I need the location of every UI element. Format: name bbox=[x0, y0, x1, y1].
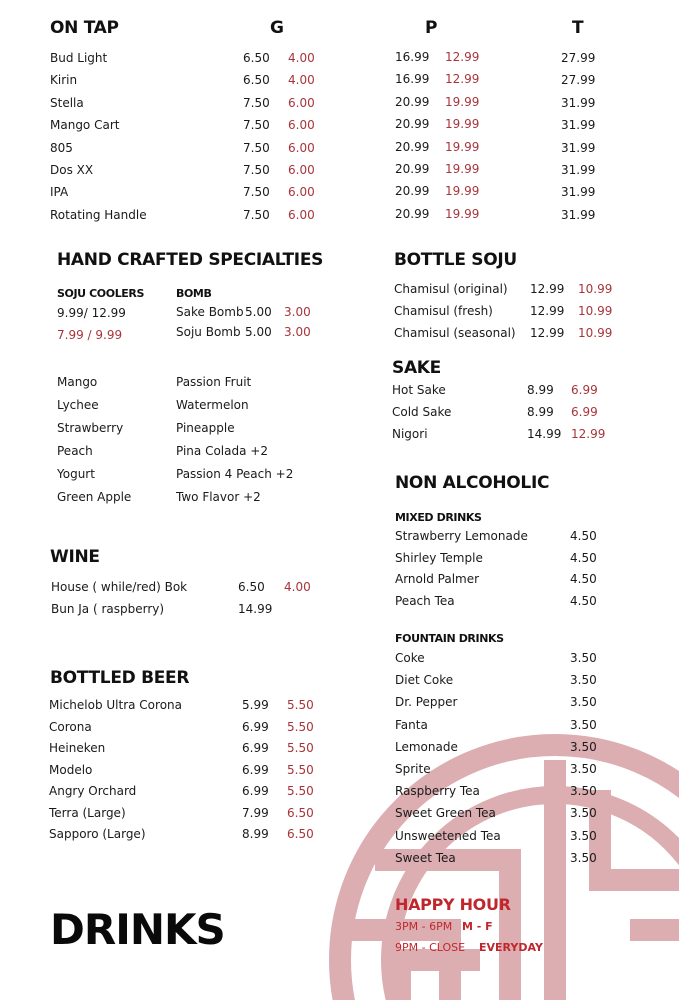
mixed-drink-name: Strawberry Lemonade bbox=[395, 529, 528, 543]
bomb-item-happy-hour-price: 3.00 bbox=[284, 305, 311, 319]
bottled-beer-item-name: Michelob Ultra Corona bbox=[49, 698, 182, 712]
bottled-beer-item-name: Angry Orchard bbox=[49, 784, 137, 798]
sake-heading: SAKE bbox=[392, 358, 441, 378]
bottled-beer-item-name: Sapporo (Large) bbox=[49, 827, 146, 841]
bottled-beer-item-price: 6.99 bbox=[242, 784, 269, 798]
bottled-beer-item-price: 6.99 bbox=[242, 741, 269, 755]
on-tap-glass-happy-hour-price: 6.00 bbox=[288, 163, 315, 177]
flavor-item: Passion Fruit bbox=[176, 375, 252, 389]
on-tap-pitcher-price: 20.99 bbox=[395, 206, 430, 221]
on-tap-pitcher-happy-hour-price: 12.99 bbox=[445, 50, 480, 64]
bottle-soju-item-name: Chamisul (seasonal) bbox=[394, 326, 516, 340]
on-tap-tower-price: 31.99 bbox=[561, 163, 596, 177]
on-tap-pitcher-happy-hour-price: 19.99 bbox=[445, 206, 480, 221]
on-tap-glass-happy-hour-price: 6.00 bbox=[288, 118, 315, 133]
fountain-drink-name: Dr. Pepper bbox=[395, 695, 458, 710]
on-tap-pitcher-happy-hour-price: 19.99 bbox=[445, 94, 480, 109]
fountain-drink-price: 3.50 bbox=[570, 806, 597, 821]
happy-hour-late-time: 9PM - CLOSE bbox=[395, 941, 466, 954]
sake-item-price: 8.99 bbox=[527, 405, 554, 419]
sake-item-happy-hour-price: 12.99 bbox=[571, 427, 606, 441]
fountain-drink-name: Lemonade bbox=[395, 739, 458, 754]
bottled-beer-item-happy-hour-price: 6.50 bbox=[287, 805, 314, 820]
on-tap-item-name: IPA bbox=[50, 185, 69, 200]
wine-heading: WINE bbox=[50, 547, 100, 567]
soju-coolers-label: SOJU COOLERS bbox=[57, 287, 145, 300]
on-tap-tower-price: 31.99 bbox=[561, 118, 596, 133]
mixed-drinks-label: MIXED DRINKS bbox=[395, 511, 482, 524]
on-tap-glass-happy-hour-price: 6.00 bbox=[288, 207, 315, 222]
happy-hour-weekday-time: 3PM - 6PM bbox=[395, 920, 453, 933]
on-tap-item-name: Rotating Handle bbox=[50, 207, 147, 222]
fountain-drink-price: 3.50 bbox=[570, 762, 597, 776]
bomb-label: BOMB bbox=[176, 287, 212, 300]
tower-column-header: T bbox=[572, 18, 584, 38]
fountain-drink-price: 3.50 bbox=[570, 717, 597, 732]
bottled-beer-item-happy-hour-price: 5.50 bbox=[287, 784, 314, 798]
wine-item-price: 6.50 bbox=[238, 580, 265, 594]
happy-hour-late-days: EVERYDAY bbox=[479, 941, 543, 954]
glass-column-header: G bbox=[270, 18, 284, 38]
specialties-heading: HAND CRAFTED SPECIALTIES bbox=[57, 250, 324, 270]
sake-item-happy-hour-price: 6.99 bbox=[571, 383, 598, 397]
bottled-beer-item-happy-hour-price: 5.50 bbox=[287, 698, 314, 712]
mixed-drink-price: 4.50 bbox=[570, 593, 597, 608]
bottled-beer-item-price: 7.99 bbox=[242, 805, 269, 820]
on-tap-pitcher-happy-hour-price: 19.99 bbox=[445, 117, 480, 132]
flavor-item: Two Flavor +2 bbox=[176, 490, 261, 504]
on-tap-glass-price: 7.50 bbox=[243, 163, 270, 177]
sake-item-name: Hot Sake bbox=[392, 383, 446, 397]
bomb-item-happy-hour-price: 3.00 bbox=[284, 325, 311, 339]
bottled-beer-item-happy-hour-price: 5.50 bbox=[287, 762, 314, 777]
bomb-item-price: 5.00 bbox=[245, 305, 272, 319]
sake-item-price: 8.99 bbox=[527, 383, 554, 397]
mixed-drink-price: 4.50 bbox=[570, 529, 597, 543]
bomb-item-name: Soju Bomb bbox=[176, 325, 241, 339]
wine-item-name: House ( while/red) Bok bbox=[51, 580, 188, 594]
on-tap-tower-price: 27.99 bbox=[561, 51, 596, 65]
on-tap-glass-price: 7.50 bbox=[243, 185, 270, 200]
on-tap-glass-price: 7.50 bbox=[243, 207, 270, 222]
bottle-soju-item-happy-hour-price: 10.99 bbox=[578, 304, 613, 318]
bottle-soju-heading: BOTTLE SOJU bbox=[394, 250, 517, 270]
wine-item-price: 14.99 bbox=[238, 602, 273, 616]
bottle-soju-item-price: 12.99 bbox=[530, 282, 565, 296]
on-tap-item-name: Dos XX bbox=[50, 163, 94, 177]
bottle-soju-item-happy-hour-price: 10.99 bbox=[578, 326, 613, 340]
bottled-beer-item-happy-hour-price: 5.50 bbox=[287, 741, 314, 755]
on-tap-tower-price: 31.99 bbox=[561, 207, 596, 222]
mixed-drink-price: 4.50 bbox=[570, 550, 597, 565]
flavor-item: Watermelon bbox=[176, 398, 249, 412]
drinks-title: DRINKS bbox=[50, 905, 225, 954]
fountain-drink-name: Sweet Tea bbox=[395, 850, 456, 865]
on-tap-pitcher-price: 20.99 bbox=[395, 162, 430, 176]
mixed-drink-price: 4.50 bbox=[570, 572, 597, 586]
on-tap-tower-price: 31.99 bbox=[561, 95, 596, 110]
wine-item-happy-hour-price: 4.00 bbox=[284, 580, 311, 594]
fountain-drink-price: 3.50 bbox=[570, 850, 597, 865]
on-tap-glass-happy-hour-price: 6.00 bbox=[288, 185, 315, 200]
on-tap-tower-price: 27.99 bbox=[561, 73, 596, 88]
fountain-drink-price: 3.50 bbox=[570, 784, 597, 799]
on-tap-tower-price: 31.99 bbox=[561, 185, 596, 200]
fountain-drink-price: 3.50 bbox=[570, 695, 597, 710]
flavor-item: Green Apple bbox=[57, 490, 132, 504]
happy-hour-weekday-days: M - F bbox=[462, 920, 493, 933]
on-tap-pitcher-happy-hour-price: 19.99 bbox=[445, 184, 480, 199]
fountain-drinks-label: FOUNTAIN DRINKS bbox=[395, 632, 504, 645]
flavor-item: Peach bbox=[57, 444, 93, 458]
on-tap-item-name: Kirin bbox=[50, 73, 78, 88]
bottle-soju-item-name: Chamisul (original) bbox=[394, 282, 508, 296]
flavor-item: Yogurt bbox=[57, 467, 95, 481]
bomb-item-name: Sake Bomb bbox=[176, 305, 244, 319]
flavor-item: Pina Colada +2 bbox=[176, 444, 268, 458]
on-tap-pitcher-price: 20.99 bbox=[395, 117, 430, 132]
mixed-drink-name: Shirley Temple bbox=[395, 550, 483, 565]
on-tap-pitcher-price: 20.99 bbox=[395, 139, 430, 154]
mixed-drink-name: Arnold Palmer bbox=[395, 572, 480, 586]
on-tap-item-name: Bud Light bbox=[50, 51, 108, 65]
sake-item-happy-hour-price: 6.99 bbox=[571, 405, 598, 419]
fountain-drink-price: 3.50 bbox=[570, 651, 597, 665]
on-tap-glass-price: 7.50 bbox=[243, 118, 270, 133]
on-tap-tower-price: 31.99 bbox=[561, 140, 596, 155]
on-tap-pitcher-price: 16.99 bbox=[395, 72, 430, 87]
soju-coolers-price: 9.99/ 12.99 bbox=[57, 306, 126, 320]
fountain-drink-price: 3.50 bbox=[570, 828, 597, 843]
on-tap-pitcher-price: 16.99 bbox=[395, 50, 430, 64]
on-tap-glass-happy-hour-price: 4.00 bbox=[288, 73, 315, 88]
bottled-beer-item-price: 6.99 bbox=[242, 719, 269, 734]
sake-item-name: Cold Sake bbox=[392, 405, 452, 419]
flavor-item: Mango bbox=[57, 375, 98, 389]
flavor-item: Lychee bbox=[57, 398, 99, 412]
on-tap-pitcher-happy-hour-price: 12.99 bbox=[445, 72, 480, 87]
on-tap-pitcher-happy-hour-price: 19.99 bbox=[445, 139, 480, 154]
sake-item-name: Nigori bbox=[392, 427, 428, 441]
on-tap-pitcher-price: 20.99 bbox=[395, 94, 430, 109]
on-tap-glass-price: 6.50 bbox=[243, 73, 270, 88]
fountain-drink-name: Coke bbox=[395, 651, 425, 665]
sake-item-price: 14.99 bbox=[527, 427, 562, 441]
wine-item-name: Bun Ja ( raspberry) bbox=[51, 602, 165, 616]
bomb-item-price: 5.00 bbox=[245, 325, 272, 339]
flavor-item: Passion 4 Peach +2 bbox=[176, 467, 294, 481]
happy-hour-heading: HAPPY HOUR bbox=[395, 895, 511, 914]
bottle-soju-item-happy-hour-price: 10.99 bbox=[578, 282, 613, 296]
bottled-beer-item-name: Corona bbox=[49, 719, 92, 734]
flavor-item: Strawberry bbox=[57, 421, 124, 435]
bottled-beer-item-price: 8.99 bbox=[242, 827, 269, 841]
fountain-drink-name: Raspberry Tea bbox=[395, 784, 480, 799]
on-tap-item-name: Mango Cart bbox=[50, 118, 120, 133]
bottled-beer-item-happy-hour-price: 5.50 bbox=[287, 719, 314, 734]
on-tap-glass-price: 7.50 bbox=[243, 95, 270, 110]
pitcher-column-header: P bbox=[425, 18, 438, 38]
bottled-beer-item-name: Terra (Large) bbox=[49, 805, 126, 820]
fountain-drink-name: Fanta bbox=[395, 717, 428, 732]
fountain-drink-name: Sweet Green Tea bbox=[395, 806, 496, 821]
on-tap-item-name: 805 bbox=[50, 140, 73, 155]
fountain-drink-name: Sprite bbox=[395, 762, 431, 776]
on-tap-heading: ON TAP bbox=[50, 18, 119, 38]
on-tap-pitcher-happy-hour-price: 19.99 bbox=[445, 162, 480, 176]
fountain-drink-name: Unsweetened Tea bbox=[395, 828, 501, 843]
non-alcoholic-heading: NON ALCOHOLIC bbox=[395, 473, 550, 493]
bottled-beer-heading: BOTTLED BEER bbox=[50, 668, 190, 688]
fountain-drink-name: Diet Coke bbox=[395, 673, 454, 688]
on-tap-glass-happy-hour-price: 4.00 bbox=[288, 51, 315, 65]
fountain-drink-price: 3.50 bbox=[570, 673, 597, 688]
on-tap-glass-happy-hour-price: 6.00 bbox=[288, 95, 315, 110]
bottled-beer-item-price: 5.99 bbox=[242, 698, 269, 712]
on-tap-pitcher-price: 20.99 bbox=[395, 184, 430, 199]
flavor-item: Pineapple bbox=[176, 421, 235, 435]
bottle-soju-item-name: Chamisul (fresh) bbox=[394, 304, 493, 318]
on-tap-item-name: Stella bbox=[50, 95, 84, 110]
on-tap-glass-happy-hour-price: 6.00 bbox=[288, 140, 315, 155]
bottled-beer-item-name: Modelo bbox=[49, 762, 93, 777]
mixed-drink-name: Peach Tea bbox=[395, 593, 455, 608]
bottled-beer-item-price: 6.99 bbox=[242, 762, 269, 777]
bottle-soju-item-price: 12.99 bbox=[530, 326, 565, 340]
bottled-beer-item-name: Heineken bbox=[49, 741, 106, 755]
fountain-drink-price: 3.50 bbox=[570, 739, 597, 754]
on-tap-glass-price: 7.50 bbox=[243, 140, 270, 155]
soju-coolers-happy-hour-price: 7.99 / 9.99 bbox=[57, 328, 123, 342]
restaurant-emblem-icon bbox=[300, 700, 679, 1000]
bottle-soju-item-price: 12.99 bbox=[530, 304, 565, 318]
on-tap-glass-price: 6.50 bbox=[243, 51, 270, 65]
bottled-beer-item-happy-hour-price: 6.50 bbox=[287, 827, 314, 841]
